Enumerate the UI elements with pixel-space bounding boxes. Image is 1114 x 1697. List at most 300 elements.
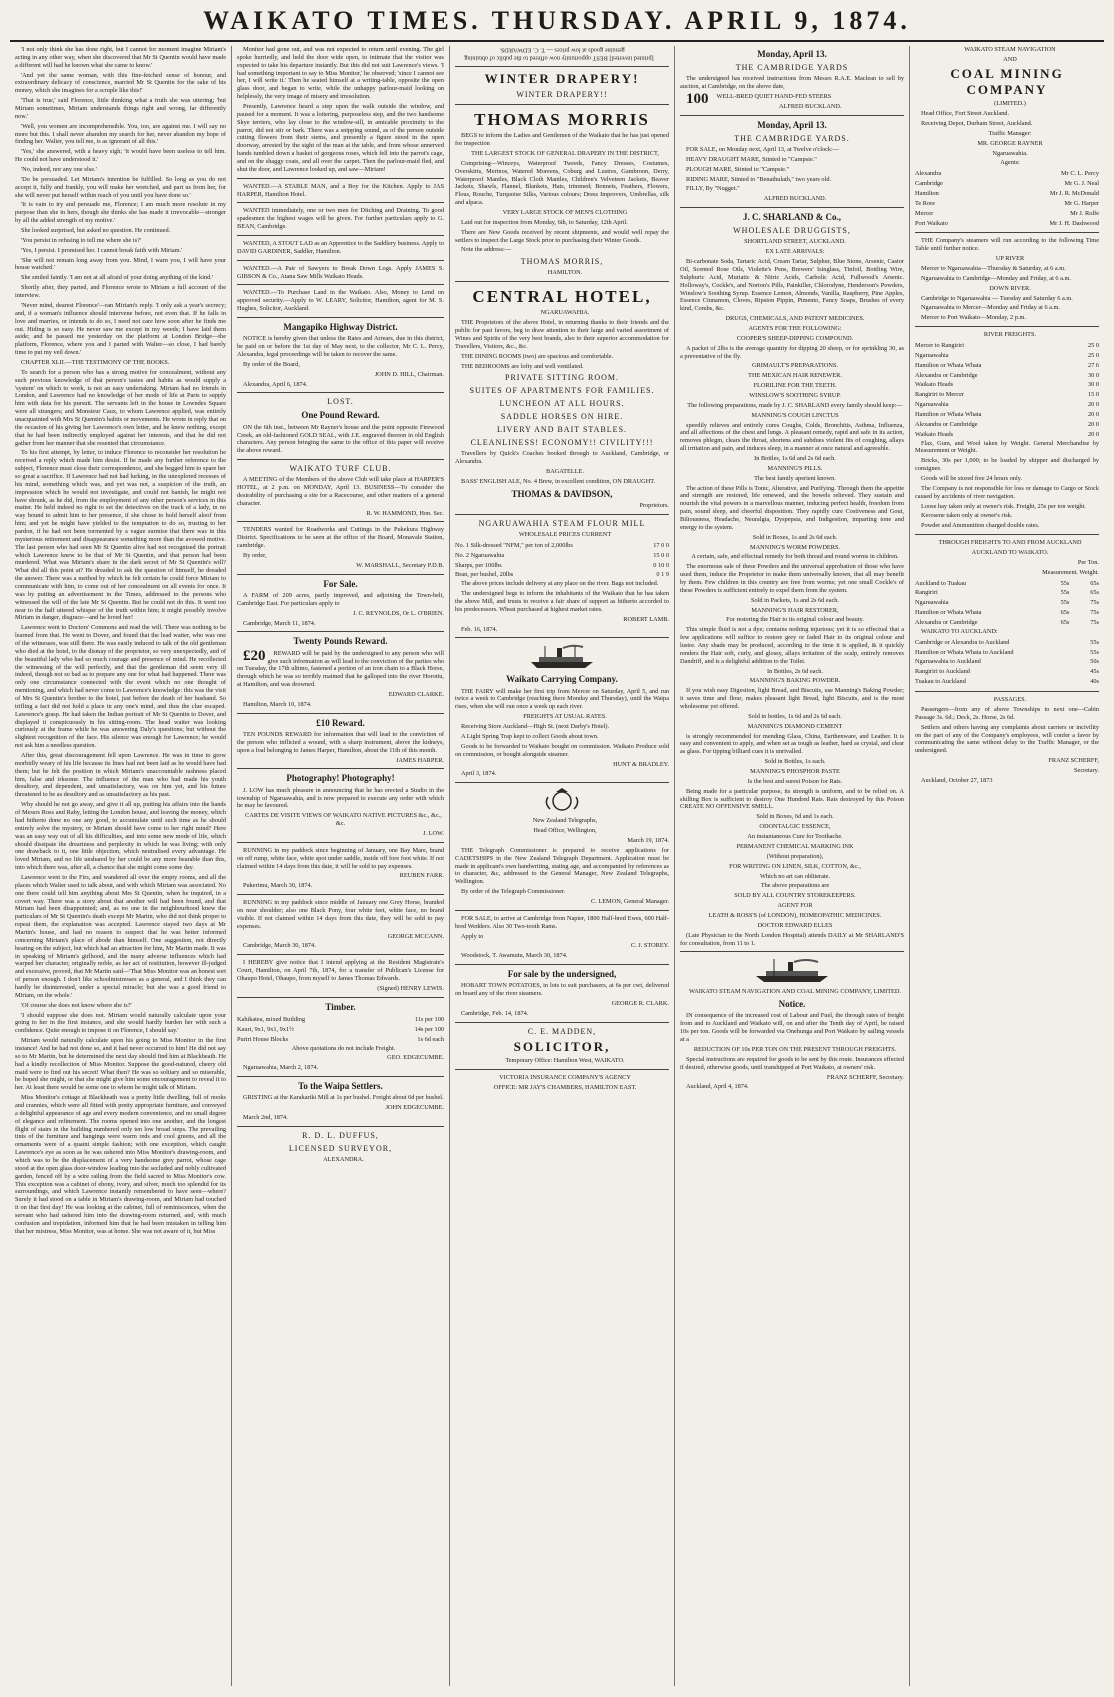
ad-signature: C. LEMON, General Manager. [591, 897, 669, 905]
ad-heading: To the Waipa Settlers. [298, 1081, 383, 1092]
ad-body: Loose hay taken only at owner's risk. Freight, 25s per ton weight. [921, 502, 1086, 510]
ad-heading: Waikato Carrying Company. [506, 674, 618, 685]
ad-body: ALEXANDRA. [323, 1155, 364, 1163]
ad-heading: THE MEXICAN HAIR RENEWER. [748, 372, 842, 380]
ad-heading: DOWN RIVER. [989, 284, 1031, 292]
ad-body: Sold in Boxes, 1s and 2s 6d each. [752, 533, 838, 541]
ad-body: Receiving Store Auckland—High St. (next Darby's Hotel). [461, 723, 610, 731]
ad-body: Apply to [461, 932, 484, 940]
column-story [10, 46, 232, 1686]
ad-heading: MANNING'S BAKING POWDER. [749, 677, 841, 685]
ad-heading: VICTORIA INSURANCE COMPANY'S AGENCY [499, 1073, 631, 1081]
ad-heading: THE CAMBRIDGE YARDS. [734, 133, 850, 143]
table-row [915, 667, 1099, 677]
wanted-ad: WANTED.—A Pair of Sawyers to Break Down Logs. Apply JAMES S. GIBSON & Co., Atana Saw Mills Waikato Heads. [237, 264, 444, 280]
ad-body: REWARD will be paid by the undersigned to any person who will give such information as will lead to the conviction of the parties who on Tuesday, the 17th ultimo, fastened a portion of an iron chain to a Black Horse, through which he was so terribly maimed that he galloped into the river Horotiu, at Hamilton, and was drowned. [237, 649, 444, 689]
ad-heading: PASSAGES. [993, 696, 1027, 704]
table-row [915, 618, 1099, 628]
ad-body: OFFICE: MR JAY'S CHAMBERS, HAMILTON EAST. [493, 1083, 637, 1091]
list-item: Mercer to Port Waikato—Monday, 2 p.m. [921, 314, 1026, 322]
ad-heading: THE CAMBRIDGE YARDS [735, 63, 849, 73]
ad-heading: MANNING'S COUGH LINCTUS [751, 411, 839, 419]
table-row [915, 677, 1099, 687]
table-row [915, 390, 1099, 400]
ad-heading: Timber. [325, 1001, 356, 1012]
ad-body: THE Proprietors of the above Hotel, in returning thanks to their friends and the public for past favors, beg to draw attention to their large and varied assortment of Wines and Spirits of the very best brands, also to their superior accommodation for Travellers, Visitors, &c., &c. [455, 319, 669, 350]
table-row [915, 648, 1099, 658]
ad-body: AUCKLAND TO WAIKATO. [971, 549, 1049, 557]
ad-body: Being made for a particular purpose, its strength is uniform, and to be relied on. A shilling Box is sufficient to destroy One Hundred Rats. Rats destroyed by this Poison CREATE NO OFFENSIVE SMELL. [680, 787, 904, 811]
ad-body: Measurement. Weight. [1042, 568, 1099, 576]
ad-body: By order of the Telegraph Commissioner. [461, 888, 566, 896]
agents-table: Alexandra Mr C. L. Percy Cambridge Mr G. J. Neal Hamilton Mr J. R. McDonald Te Rore Mr G. Harper Mercer Mr J. Rolfe Port Waikato Mr J. H. Dashwood [915, 170, 1099, 227]
ad-body: BEGS to inform the Ladies and Gentlemen of the Waikato that he has just opened for inspection [455, 132, 669, 148]
ad-body: GRISTING at the Karakariki Mill at 1s per bushel. Freight about 6d per bushel. [243, 1094, 444, 1102]
table-row [915, 657, 1099, 667]
story-paragraph: To his first attempt, by letter, to induce Florence to reconsider her resolution he received a reply which made him desist. If he made any further reference to the subject, Florence must close their correspondence, and she begged him to spare her so great a sacrifice. If Lawrence had not had lurking, in the unexplored recesses of his mind, something which was, and yet was not, a suspicion of the truth, an impression which he would not investigate, and could not banish, he might not have shrunk, as he did, from the employment of any other person's services in this matter. He held indeed no right to set the detectives on the track of a lady, in no way bound to admit him to her presence, if she chose to hold herself aloof from him; and yet he might have yielded to the temptation to do so, trusting to her pardon, if he had not been tormented by a vague surmise that there was in this mysterious retirement and disappearance something more than the avowed motive. The last person who had seen Mr St Quentin alive had not recognised the portrait which Lawrence knew to be that of Mr St Quentin, and that person had been murdered. What was Miriam's share in the dark secret of Mr St Quentin's will? What did all this point at? He dreaded to ask the question of himself, he dreaded the answer. There was a method by which he felt certain he could force Miriam to communicate with him, to come out of her concealment on all events for once. It was by putting an advertisement in the Times, addressed to the persons who witnessed the will of the late Mr St Quentin. But he could not do this. It went too near to the half uttered whisper of the truth within him; it might possibly involve Miriam in danger, disgrace—and he loved her! [15, 449, 226, 622]
table-cell: 55s [1060, 579, 1070, 587]
ad-body: (Late Physician to the North London Hospital) attends DAILY at Mr SHARLAND'S for consultation, from 11 to 1. [680, 931, 904, 947]
story-paragraph: 'Never mind, dearest Florence'—ran Miriam's reply. 'I only ask a year's secrecy; and, if a woman's influence should intervene before, not even that. If he falls in love and marries, or intends to do so, I need not care how soon after he finds me out. Hiding is so easy. He never saw me except in my weeds; I have laid them aside; and he passed me yesterday on the platform at London Bridge—the platform, Florence, where you and I parted with Walter—so close, I had barely time to put my veil down.' [15, 301, 226, 357]
table-cell: 20 0 [1087, 420, 1099, 428]
ad-body: A FARM of 209 acres, partly improved, and adjoining the Town-belt, Cambridge East. For particulars apply to [237, 592, 444, 607]
ad-body: I HEREBY give notice that I intend applying at the Resident Magistrate's Court, Hamilton, on April 7th, 1874, for a transfer of Publican's License for Ohaupo Hotel, Ohaupo, from myself to James Thomas Edwards. [237, 959, 444, 982]
story-paragraph: After this, great discouragement fell upon Lawrence. He was in time to grow morbidly weary of his life because its lines had not been laid as he would have had them; but he felt the position in which Miriam's unaccountable rashness placed him, false and irksome. The influence of the man who had made his youth desultory, and dependent, and unsatisfactory, was on him yet, and his future threatened to be as desultory and as unsatisfactory as his past. [15, 752, 226, 799]
ad-signature: JAMES HARPER. [396, 756, 444, 764]
ad-body: This simple fluid is not a dye; contains nothing injurious; yet it is so effectual that a few applications will suffice to restore grey or faded Hair to its original colour and lustre. Any shade may be produced, according to the time it is applied, & it quickly renders the Hair soft, curly, and glossy, allays irritation of the scalp, entirely removes Dandriff, and is a delightful addition to the Toilet. [680, 626, 904, 665]
table-cell: Hamilton or Whata Whata [915, 411, 982, 418]
ad-heading: For sale by the undersigned, [507, 969, 617, 980]
table-cell: Tuakau to Auckland [915, 678, 966, 686]
table-row [915, 638, 1099, 648]
table-cell: 75s [1090, 599, 1099, 607]
ad-heading: WAIKATO STEAM NAVIGATION [964, 46, 1056, 53]
ad-body: (LIMITED.) [994, 100, 1026, 108]
ad-heading: CENTRAL HOTEL, [472, 287, 652, 307]
table-cell: Alexandra or Cambridge [915, 420, 978, 428]
ad-body: THE DINING ROOMS (two) are spacious and comfortable. [461, 352, 614, 360]
ad-body: By order of the Board, [243, 360, 300, 368]
ad-date: Monday, April 13. [757, 119, 827, 130]
ad-signature: GEORGE R. CLARK. [611, 1000, 669, 1008]
ad-heading: LEATH & ROSS'S (of LONDON), HOMEOPATHIC MEDICINES. [708, 911, 882, 919]
ad-heading: SUITES OF APARTMENTS FOR FAMILIES. [469, 386, 655, 396]
ad-signature: ALFRED BUCKLAND. [778, 102, 842, 110]
ad-body: HOBART TOWN POTATOES, in lots to suit purchasers, at 6s per cwt, delivered on board any of the river steamers. [455, 982, 669, 998]
ad-signature: REUBEN FARR. [399, 872, 444, 880]
ad-body: NGARUAWAHIA. [540, 309, 590, 317]
ad-body: (Without preparation), [766, 852, 824, 860]
story-paragraph: 'Yes, I persist. I promised her. I cannot break faith with Miriam.' [21, 246, 183, 254]
ad-body: TEN POUNDS REWARD for information that will lead to the conviction of the person who inflicted a wound, with a sharp instrument, above the kidneys, upon a foal belonging to James Harper, Hamilton, about the 11th of this month. [237, 730, 444, 754]
waikato-to-auckland-table [915, 638, 1099, 687]
ad-date: March 2nd, 1874. [243, 1114, 288, 1122]
ad-body: By order, [243, 552, 267, 560]
ad-body: Secretary. [1074, 766, 1099, 774]
ad-signature: JOHN D. HILL, Chairman. [374, 370, 444, 378]
ad-body: FREIGHTS AT USUAL RATES. [523, 713, 607, 721]
ad-body: The following preparations, made by J. C. SHARLAND every family should keep:— [687, 401, 903, 409]
table-cell: 25 0 [1087, 351, 1099, 359]
ad-body: AGENT FOR [777, 902, 813, 910]
table-cell: 20 0 [1087, 401, 1099, 409]
ad-body: BAGATELLE. [546, 468, 584, 476]
list-item: Mercer to Ngaruawahia—Thursday & Saturday, at 6 a.m. [921, 264, 1066, 272]
ad-body: speedily relieves and entirely cures Coughs, Colds, Bronchitis, Asthma, Influenza, and all affections of the chest and lungs. A pleasant remedy, rapid and safe in its action, removes phlegm, clears the throat, shortens and subdues violent fits of coughing, allays all irritation and pain, and induces sleep, in a manner at once natural and agreeable. [680, 421, 904, 453]
ad-body: WHOLESALE PRICES CURRENT [518, 530, 612, 538]
table-cell: Waikato Heads [915, 430, 954, 438]
ad-body: FOR SALE, on Monday next, April 13, at Twelve o'clock:— [686, 145, 840, 153]
table-row [915, 400, 1099, 410]
story-paragraph: 'Of course she does not know where she is?' [21, 1001, 132, 1009]
ad-body: Bricks, 30s per 1,000; to be loaded by shipper and discharged by consignee. [915, 457, 1099, 473]
ad-date: April 3, 1874. [461, 770, 497, 778]
story-paragraph: 'Well, you women are incomprehensible. You, too, are against me. I will say no more but this. I shall never abandon my search for her, never abandon my hope of finding her. Walter, you tell me, is as ignorant of all this.' [15, 122, 226, 146]
ad-date: Alexandra, April 6, 1874. [243, 380, 308, 388]
ad-signature: ALFRED BUCKLAND. [763, 195, 827, 203]
ad-body: The action of these Pills is Tonic, Alterative, and Purifying. Through them the appetite and strength are restored, life renewed, and the bowels relieved. They sustain and nourish the vital powers in a marvellous manner, inducing perfect health, freedom from pain, sound sleep, and cheerful disposition. They rapidly cure Costiveness and Gout, Biliousness, Headache, Neuralgia, Dyspepsia, and Indigestion, imparting tone and energy to the system. [680, 484, 904, 531]
wanted-ad: WANTED, A STOUT LAD as an Apprentice to the Saddlery business. Apply to DAVID GARDINER, Saddler, Hamilton. [237, 240, 444, 255]
list-item: HEAVY DRAUGHT MARE, Stinted to "Campsie." [686, 155, 817, 163]
ad-heading: EX LATE ARRIVALS: [765, 248, 825, 256]
table-cell: 65s [1060, 619, 1070, 627]
table-cell: 55s [1060, 589, 1070, 597]
table-row [915, 598, 1099, 608]
table-cell: Cambridge or Alexandra to Auckland [915, 638, 1010, 646]
ad-body: Proprietors. [639, 502, 669, 510]
ad-body: The enormous sale of these Powders and the universal approbation of those who have used them, induce the Proprietor to make them universally known, that all may benefit by them. Few children in this country are free from worms; yet one small Cockle's of these Powders is sufficient entirely to expel them from the system. [680, 563, 904, 594]
ad-body: BASS' ENGLISH ALE, No. 4 Brew, in excellent condition, ON DRAUGHT. [461, 477, 656, 485]
ad-body: Powder and Ammunition charged double rates. [921, 522, 1040, 530]
ad-body: Flax, Gum, and Wool taken by Weight. General Merchandise by Measurement or Weight. [915, 439, 1099, 455]
ad-body: Kerosene taken only at owner's risk. [921, 512, 1013, 520]
table-cell: 75s [1090, 619, 1099, 627]
table-cell: Rangiriri [915, 589, 938, 597]
ad-heading: One Pound Reward. [301, 410, 380, 421]
royal-arms-icon [542, 787, 582, 813]
table-cell: 40s [1090, 678, 1099, 686]
ad-heading: New Zealand Telegraphs, [532, 817, 598, 825]
ad-heading: MANNING'S PHOSPHOR PASTE [750, 768, 840, 776]
story-paragraph: She looked surprised, but asked no question. He continued. [21, 227, 171, 235]
story-paragraph: CHAPTER XLII.—THE TESTIMONY OF THE BOOKS. [21, 358, 170, 366]
ad-body: A Light Spring Trap kept to collect Goods about town. [461, 732, 599, 740]
table-cell: Ngaruawahia [915, 599, 949, 607]
ad-heading: WAIKATO STEAM NAVIGATION AND COAL MINING COMPANY, LIMITED. [688, 988, 902, 996]
ad-heading: COAL MINING COMPANY [950, 65, 1064, 97]
column-advertisements-3 [675, 46, 910, 1686]
ad-signature: R. W. HAMMOND, Hon. Sec. [366, 509, 444, 517]
story-paragraph: 'She will not remain long away from you. Mind, I warn you, I will have your house watched.' [15, 256, 226, 272]
ad-heading: R. D. L. DUFFUS, [302, 1130, 379, 1140]
table-cell: 25 0 [1087, 341, 1099, 349]
ad-heading: WHOLESALE DRUGGISTS, [733, 226, 851, 236]
ad-body: Sold in Bottles, 1s each. [764, 758, 826, 766]
ad-body: Sold in Packets, 1s and 2s 6d each. [751, 596, 839, 604]
table-cell: Rangiriri to Auckland [915, 668, 970, 676]
ad-heading: WINTER DRAPERY! [484, 70, 640, 86]
steamer-illustration [752, 956, 832, 984]
ad-signature: HUNT & BRADLEY. [613, 760, 669, 768]
ad-body: THE BEDROOMS are lofty and well ventilated. [461, 362, 584, 370]
list-item: PLOUGH MARE, Stinted to "Campsie." [686, 165, 790, 173]
story-paragraph: 'That is true,' said Florence, little thinking what a truth she was uttering; 'but Miriam sometimes, Miriam understands things right and wrong, far differently now.' [15, 97, 226, 120]
ad-body: Sold in Boxes, 6d and 1s each. [756, 813, 834, 821]
ad-date: Auckland, October 27, 1873 [921, 776, 993, 784]
table-cell: 55s [1090, 648, 1099, 656]
ad-body: Bi-carbonate Soda, Tartaric Acid, Cream Tartar, Sulphur, Blue Stone, Arsenic, Castor Oil, Scented Rose Oils, Violette's Pens, Brewers' Isinglass, Tinfoil, Bottling Wire, Sulphuric Acid, Muriatic & Nitric Acids, Carbolic Acid, Fullwood's Arsenic. Holloway's, Cockle's, and Norton's Pills, Painkiller, Chlorodyne, Henderson's Powders, Winslow's Soothing Syrup. Essence Lemon, Almonds, Vanilla, Raspberry, Pine Apples, Essence Cinnamon, Cloves, Ripston Pippin, Pimento, Fancy Soaps, Brushes of every kind, Combs, &c. [680, 258, 904, 313]
story-paragraph: Miss Monitor's cottage at Blackheath was a pretty little dwelling, full of nooks and crannies, which were all fitted with pretty appropriate furniture, and conveyed a delightful appearance of age and every modern convenience, and no small degree of elegance and refinement. The rooms opened into one another, and the longest flight of stairs in the building numbered only ten low broad steps. The prevailing tints of the furniture and hangings were warm reds and cool greens, and all the ornaments were of a quaint simple fashion; with one exception, which caught Lawrence's eye as soon as he was ushered into Miss Monitor's drawing-room, and which was to be the displacement of a very handsome grey parrot, whose cage stood at the open glass door-window leading into the secluded and nobly cultivated garden, fenced off by a wire railing from the field sacred to Miss Monitor's cow. This exception was a cabinet of ebony, ivory, and silver, much too splendid for its surroundings, and which Lawrence instantly remembered to have seen—where? Surely it had stood on a table in Miriam's drawing-room, and Miriam had touched it on that first day! He was looking at the cabinet, full of reminiscences, when the servant who had ushered him into the drawing-room returned, and, with much confusion and trepidation, informed him that he had been mistaken in telling him that her mistress, Miss Monitor, was at home. She was not aware of it, but Miss [15, 1094, 226, 1235]
ad-body: Comprising—Winceys, Waterproof Tweeds, Fancy Dresses, Costumes, Overskirts, Merinos, Watered Moreens, Coburg and Lustres, Gambroon, Derry, Waterproof Mantles, Black Cloth Mantles, Children's Velveteen Jackets, Beaver Jackets, Shawls, Flannel, Blankets, Hats, trimmed; Bonnets, Feathers, Flowers, Flous, Rouche, Turquoise Silks, Various colours; Dress Improvers, Umbrellas, silk and alpaca. [455, 159, 669, 207]
table-cell: Ngaruawahia [915, 351, 949, 359]
table-cell: 65s [1060, 609, 1070, 617]
ad-body: A packet of 2lbs is the average quantity for dipping 20 sheep, or for sprinkling 30, as a preventative of the fly. [680, 344, 904, 360]
ad-body: HAMILTON. [547, 269, 583, 277]
ad-body: An instantaneous Cure for Toothache. [747, 833, 843, 841]
ad-heading: NGARUAWAHIA STEAM FLOUR MILL [478, 518, 646, 528]
ad-body: WELL-BRED QUIET HAND-FED STEERS [716, 92, 832, 100]
table-row [915, 341, 1099, 351]
list-item: FILLY, By "Nugget." [686, 185, 740, 193]
table-row [915, 608, 1099, 618]
table-row [915, 351, 1099, 361]
ad-body: FOR SALE, to arrive at Cambridge from Napier, 1800 Half-bred Ewes, 600 Half-bred Wedders. Also 30 Two-tooth Rams. [455, 914, 669, 930]
list-item: Cambridge to Ngaruawahia — Tuesday and Saturday 6 a.m. [921, 294, 1073, 302]
ad-body: Above quotations do not include Freight. [291, 1044, 396, 1052]
table-row [915, 361, 1099, 371]
story-paragraph: 'It is vain to try and persuade me, Florence; I am much more resolute in my purpose than she in hers, though she thinks she has made it irrevocable—stronger by all the added strength of my motive.' [15, 201, 226, 225]
ad-body: THE LARGEST STOCK OF GENERAL DRAPERY IN THE DISTRICT, [471, 149, 659, 157]
ad-heading: For Sale. [323, 578, 358, 589]
ad-heading: THROUGH FREIGHTS TO AND FROM AUCKLAND [938, 539, 1082, 547]
ad-signature: THOMAS & DAVIDSON, [511, 488, 613, 499]
ad-heading: WINTER DRAPERY!! [516, 89, 608, 99]
ad-heading: UP RIVER [995, 255, 1025, 263]
wanted-ad: WANTED.—A STABLE MAN, and a Boy for the Kitchen. Apply to JAS HARPER, Hamilton Hotel. [237, 182, 444, 198]
ad-signature: EDWARD CLARKE. [388, 690, 444, 698]
ad-body: Passengers—from any of above Townships to next one—Cabin Passage 3s. 6d.; Deck, 2s. Horse, 2s 6d. [915, 705, 1099, 721]
masthead [10, 6, 1104, 42]
reward-amount: £20 [243, 647, 266, 664]
ad-body: A MEETING of the Members of the above Club will take place at HARPER'S HOTEL, at 2 p.m. on MONDAY, April 13. BUSINESS—To consider the desirability of purchasing a site for a Racecourse, and other matters of a general character. [237, 476, 444, 507]
ad-signature: GEO. EDGECUMBE. [387, 1054, 444, 1062]
story-paragraph: She smiled faintly. 'I am not at all afraid of your doing anything of the kind.' [21, 274, 213, 282]
ad-heading: PERMANENT CHEMICAL MARKING INK [736, 842, 854, 850]
ad-heading: RIVER FREIGHTS. [983, 331, 1037, 339]
list-item: Ngaruawahia to Mercer—Monday and Friday at 6 a.m. [921, 304, 1061, 312]
list-item: Ngaruawahia to Cambridge—Monday and Friday, at 6 a.m. [921, 274, 1071, 282]
table-cell: 45s [1090, 668, 1099, 676]
ad-body: AND [1003, 55, 1017, 63]
ad-heading: LOST. [327, 397, 354, 407]
table-cell: 20 0 [1087, 430, 1099, 438]
table-cell: 30 0 [1087, 381, 1099, 389]
table-cell: Rangiriri to Mercer [915, 391, 964, 399]
ad-body: SHORTLAND STREET, AUCKLAND. [744, 238, 846, 246]
ad-heading: C. E. MADDEN, [527, 1026, 597, 1036]
ad-heading: SOLICITOR, [513, 1038, 611, 1054]
river-freights-table [915, 341, 1099, 440]
ad-heading: LICENSED SURVEYOR, [288, 1143, 393, 1153]
ad-body: Ngaruawahia. [992, 149, 1028, 157]
story-text [15, 46, 226, 1236]
ad-body: Which no art can obliterate. [759, 872, 831, 880]
ad-body: RUNNING in my paddock since beginning of January, one Bay Mare, brand on off rump, white face, white spot under saddle, inside off fore foot white. If not claimed within 14 days from this date, it will be sold to pay expenses. [237, 846, 444, 870]
ad-date: Cambridge, March 30, 1874. [243, 942, 316, 950]
ad-body: Temporary Office: Hamilton West, WAIKATO. [505, 1057, 625, 1065]
ad-body: The best family aperient known. [754, 474, 836, 482]
table-row [915, 579, 1099, 589]
table-row [915, 371, 1099, 381]
ad-body: J. LOW has much pleasure in announcing that he has erected a Studio in the township of Ngaruawahia, and is now prepared to execute any order with which he may be favoured. [237, 786, 444, 810]
wanted-ad: WANTED immediately, one or two men for Ditching and Draining. To good spadesmen the highest wages will be given. For further particulars apply to G. BEAN, Cambridge. [237, 207, 444, 231]
table-row [915, 588, 1099, 598]
table-cell: 20 0 [1087, 411, 1099, 418]
table-cell: Mercer to Rangiriri [915, 341, 964, 349]
ad-heading: Agents: [1000, 159, 1020, 167]
ad-body: MR. GEORGE RAYNER [977, 139, 1043, 147]
ad-heading: REDUCTION OF 10s PER TON ON THE PRESENT THROUGH FREIGHTS. [693, 1045, 897, 1053]
ad-body: The undersigned has received instructions from Messrs R.A.E. Maclean to sell by auction, at Cambridge, on the above date, [680, 75, 904, 91]
story-paragraph: 'I should suppose she does not. Miriam would naturally calculate upon your going to her in the first instance, and she would hardly burden her with such a confidence. Quite enough to impose it on Florence, I should say.' [15, 1011, 226, 1035]
story-paragraph: Shortly after, they parted, and Florence wrote to Miriam a full account of the interview. [15, 284, 226, 300]
ad-heading: THOMAS MORRIS, [520, 257, 604, 267]
table-cell: Alexandra or Cambridge [915, 619, 978, 627]
story-paragraph: 'No, indeed, nor any one else.' [21, 166, 97, 174]
ad-body: Sold in bottles, 1s 6d and 2s 6d each. [748, 712, 842, 720]
table-cell: Hamilton or Whata Whata to Auckland [915, 648, 1014, 656]
timber-price-table: Kahikatea, mixed Building 11s per 100 Kauri, 9x1, 9x1, 9x1½ 14s per 100 Puriri House Blocks 1s 6d each [237, 1015, 444, 1043]
ad-body: Note the address:— [461, 246, 512, 254]
table-row [915, 420, 1099, 430]
ad-body: The Company is not responsible for loss or damage to Cargo or Stock caused by accidents of river navigation. [915, 484, 1099, 500]
ad-body: Head Office, Fort Street Auckland. [921, 110, 1010, 118]
ad-body: In Bottles, 1s 6d and 2s 6d each. [754, 454, 836, 462]
ad-body: Goods will be stored free 24 hours only. [921, 475, 1023, 483]
ad-body: ON the 6th inst., between Mr Rayner's house and the point opposite Firewood Creek, an old-fashioned GOLD SEAL, with J.E. engraved thereon in old English characters. Any person bringing the same to the office of this paper will receive the above reward. [237, 423, 444, 455]
steer-count: 100 [686, 90, 709, 107]
ad-body: In Bottles, 2s 6d each. [767, 667, 823, 675]
story-paragraph: 'Yes,' she answered, with a heavy sigh; 'it would have been useless to tell him. He could not have understood it.' [15, 148, 226, 164]
table-row [915, 430, 1099, 440]
ad-date: Monday, April 13. [757, 49, 827, 59]
ad-body: VERY LARGE STOCK OF MEN'S CLOTHING [502, 208, 628, 216]
ad-signature: FRANZ SCHERFF, [1048, 757, 1099, 765]
ad-heading: MANNING'S DIAMOND CEMENT [747, 722, 843, 730]
ad-body: RUNNING in my paddock since middle of January one Grey Horse, branded on near shoulder; also one Black Pony, four white feet, white face, no brand visible. If not claimed within 14 days from this date, they will be sold to pay expenses. [237, 899, 444, 930]
table-cell: 65s [1090, 589, 1099, 597]
story-continued: Presently, Lawrence heard a step upon the walk outside the window, and paused for a moment. It was a loitering, purposeless step, and the two handsome Skye terriers, who lay close to the window-sill, in amicable proximity to the parrot, did not stir or bark. There was a snipping sound, as of the person outside cutting flowers from their stems, and presently a figure stood in the open doorway, arrested by the sight of the man at the table, and from whose unnerved hands tumbled down a basket of gorgeous roses, which fell into the parrot's cage, and on the shaggy coats, and all over the carpet. Then the parlour-maid fled, and shut the door, and Lawrence looked up, and saw—Miriam! [237, 103, 444, 173]
story-paragraph: Lawrence went to the Firs, and wandered all over the empty rooms, and all the places which Walter used to talk about, and with which Miriam was associated. No one there could tell him anything about Mrs St Quentin, when he inquired, in a covert way. There was a story about that another will had been found, and that Miriam had been disappointed; and, as no one in the neighbourhood knew the particulars of Mr St Quentin's death except Mr Martin, who did not think proper to repeat them, the explanation was accepted. Lawrence stayed two days at Mr Martin's house, and had no reason to suspect that he was better informed concerning Miriam's place of abode than himself. One suggestion, not directly bearing on the subject, but which had an attraction for him, Mr Martin made. It was in speaking of Miriam's girlhood, and the many adverse influences which had warped her character, originally noble, as her act of restitution, however ill-judged and excessive, proved, that Mr Martin said—'That Miss Monitor was an honest sort of person enough. I don't like schoolmistresses as a general, and I think they can hardly be disinterested, under a special miracle; but she was a good friend to Miriam, on the whole.' [15, 873, 226, 999]
story-paragraph: 'You persist in refusing to tell me where she is?' [21, 236, 142, 244]
ad-heading: £10 Reward. [316, 717, 365, 728]
ad-body: CARTES DE VISITE VIEWS OF WAIKATO NATIVE PICTURES &c., &c., &c. [245, 812, 442, 828]
ad-heading: MANNING'S WORM POWDERS. [749, 543, 841, 551]
newspaper-title: WAIKATO TIMES. THURSDAY. APRIL 9, 1874. [203, 6, 911, 35]
table-cell: 15 0 [1087, 391, 1099, 399]
ad-signature: ROBERT LAMB. [623, 615, 669, 623]
ad-heading: FLORILINE FOR THE TEETH. [753, 382, 837, 390]
ad-body: If you wish easy Digestion, light Bread, and Biscuits, use Manning's Baking Powder; it saves time and flour, makes pleasant light Bread, light Biscuits, and is the most wholesome yet offered. [680, 687, 904, 711]
ad-body: For restoring the Hair to its original colour and beauty. [726, 616, 864, 624]
ad-body: Laid out for inspection from Monday, 6th, to Saturday, 12th April. [461, 218, 628, 226]
through-freights-table [915, 579, 1099, 628]
ad-body: The above prices include delivery at any place on the river. Bags not included. [461, 580, 659, 588]
table-cell: Alexandra or Cambridge [915, 371, 978, 379]
ad-body: Receiving Depot, Durham Street, Auckland. [921, 119, 1033, 127]
story-paragraph: 'I not only think she has done right, but I cannot for moment imagine Miriam's acting in any other way, when she discovered that Mr St Quentin would have made a different will had he known what she came to know.' [15, 46, 226, 69]
table-cell: 75s [1090, 609, 1099, 617]
column-navigation-company [910, 46, 1104, 1686]
ad-body: TENDERS wanted for Roadworks and Cuttings in the Pukekura Highway District. Specifications to be seen at the office of the Board, Monavale Station, cambridge. [237, 526, 444, 550]
ad-heading: LIVERY AND BAIT STABLES. [496, 425, 628, 435]
ad-body: A certain, safe, and effectual remedy for both thread and round worms in children. [691, 553, 899, 561]
ad-heading: Mangapiko Highway District. [283, 322, 398, 333]
steamer-illustration [527, 642, 597, 670]
story-paragraph: 'And yet the same woman, with this fine-fetched sense of honour, and extraordinary delicacy of conscience, married Mr St Quentin for the sake of his money, which she imagines for a scruple like this!' [15, 71, 226, 95]
story-paragraph: 'Do be persuaded. Let Miriam's intention be fulfilled. So long as you do not accept it, fully and frankly, you will make her wretched, and part us from her, for she will never put herself within reach of you until you have done so.' [15, 175, 226, 199]
ad-heading: Photography! Photography! [286, 773, 395, 784]
ad-heading: GRIMAULT'S PREPARATIONS. [751, 362, 839, 370]
table-cell: Ngaruawahia to Auckland [915, 658, 981, 666]
ad-body: IN consequence of the increased cost of Labour and Fuel, the through rates of freight from and to Auckland and Waikato will, on and after the Tenth day of April, be raised 10s per ton. Goods will be forwarded via Onehunga and Port Waikato by sailing vessels at a [680, 1012, 904, 1044]
table-cell: 27 6 [1087, 361, 1099, 369]
ad-date: Woodstock, T. Awamutu, March 30, 1874. [461, 952, 568, 960]
ad-heading: CLEANLINESS! ECONOMY!! CIVILITY!!! [470, 438, 654, 448]
ad-body: Per Ton. [1077, 558, 1099, 566]
table-cell: Hamilton or Whata Whata [915, 609, 982, 617]
table-cell: 50s [1090, 658, 1099, 666]
ad-heading: WAIKATO TO AUCKLAND: [921, 627, 998, 635]
ad-body: Traffic Manager: [988, 129, 1032, 137]
ad-body: Is the best and surest Poison for Rats. [747, 777, 843, 785]
table-cell: Hamilton or Whata Whata [915, 361, 982, 369]
ad-body: Settlers and others having any complaints about carriers or incivility on the part of any of the Company's employees, will confer a favor by communicating the same without delay to the Traffic Manager, or the undersigned. [915, 723, 1099, 755]
ad-date: Auckland, April 4, 1874. [686, 1083, 749, 1091]
ad-heading: SADDLE HORSES ON HIRE. [500, 412, 624, 422]
ad-heading: PRIVATE SITTING ROOM. [505, 373, 619, 383]
ad-body: FOR WRITING ON LINEN, SILK, COTTON, &c., [729, 862, 861, 870]
ad-date: Ngaruawahia, March 2, 1874. [243, 1064, 319, 1072]
ad-heading: DRUGS, CHEMICALS, AND PATENT MEDICINES. [725, 315, 865, 323]
story-paragraph: To search for a person who has a strong motive for concealment, without any such previous knowledge of that person's tastes and habits as would supply a 'system' on which to work, is not an easy undertaking. Miriam had no friends in London, and Lawrence had no knowledge of her mode of life at Paris to supply him with data for his pursuit. The servants left in the house in Lowndes Square were all strangers; and Monsieur Caux, to whom Lawrence applied, was entirely unacquainted with Mrs St Quentin's habits or movements. He wrote in reply that on the occasion of his giving her Lawrence's own letter, and he knew nothing, except that he had been indirectly employed against her interests, and that he did not gather from her manner that she resented that circumstance. [15, 368, 226, 447]
ad-heading: MANNING'S HAIR RESTORER, [751, 606, 839, 614]
ad-signature: J. LOW. [423, 829, 444, 837]
column-advertisements-2 [450, 46, 675, 1686]
table-cell: 55s [1060, 599, 1070, 607]
column-advertisements-1 [232, 46, 450, 1686]
ad-signature: J. C. REYNOLDS, Or L. O'BRIEN. [352, 609, 444, 617]
ad-date: Feb. 16, 1874. [461, 625, 498, 633]
wanted-ad: WANTED.—To Purchase Land in the Waikato. Also, Money to Lend on approved security.—Apply to W. LEARY, Solicitor, Hamilton, agent for M. S. Hughes, Solicitor, Auckland. [237, 289, 444, 313]
ad-body: Special instructions are required for goods to be sent by this route. Insurances effected if desired, otherwise goods, until transhipped at Port Waikato, at owners' risk. [680, 1055, 904, 1071]
ad-heading: Twenty Pounds Reward. [293, 636, 388, 647]
ad-signature: (Signed) HENRY LEWIS. [377, 984, 444, 992]
ad-heading: J. C. SHARLAND & Co., [742, 212, 841, 223]
ad-heading: WINSLOW'S SOOTHING SYRUP. [749, 391, 841, 399]
table-row [915, 410, 1099, 420]
ad-body: NOTICE is hereby given that unless the Rates and Arrears, due in this district, be paid on or before the 1st day of May next, to the collector, Mr C. L. Percy, Alexandra, legal proceedings will be taken to recover the same. [237, 335, 444, 359]
ad-date: Pukerimu, March 30, 1874. [243, 882, 313, 890]
ad-heading: WAIKATO TURF CLUB. [289, 464, 392, 474]
ad-body: Goods to be forwarded to Waikato bought on commission. Waikato Produce sold on commission, or bought alongside steamer. [455, 742, 669, 758]
ad-body: Head Office, Wellington, [533, 827, 597, 835]
inverted-notice: [printed inverted] BEST opportunity now offered to the public of obtaining genuine goods at low prices — T. C. EDWARDS. [464, 46, 654, 62]
ad-date: Cambridge, March 11, 1874. [243, 619, 316, 627]
table-row [915, 380, 1099, 390]
ad-body: The above preparations are [760, 882, 830, 890]
ad-heading: MANNING'S PILLS. [767, 464, 823, 472]
